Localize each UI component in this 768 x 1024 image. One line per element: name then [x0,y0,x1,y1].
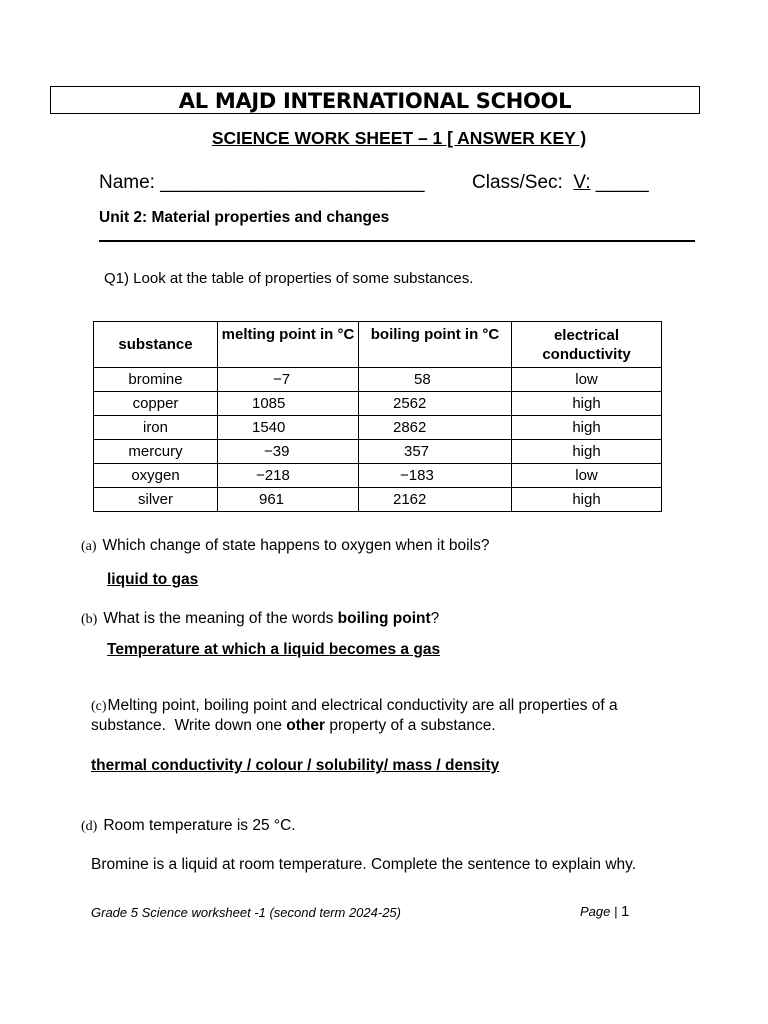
table-row [94,464,662,488]
name-label: Name: [99,172,161,193]
class-section-field[interactable] [472,172,649,194]
cell-boiling: 58 [359,368,512,392]
table-header-row [94,322,662,368]
question-b-bold: boiling point [337,610,431,627]
class-value: V: [573,172,591,193]
footer-text: Grade 5 Science worksheet -1 (second term 2024-25) [91,905,401,920]
school-name: AL MAJD INTERNATIONAL SCHOOL [50,86,700,114]
properties-table [93,321,662,512]
cell-conductivity: low [512,464,662,488]
cell-melting: 1540 [218,416,359,440]
cell-boiling: −183 [359,464,512,488]
question-c-line2: substance. Write down one [91,717,287,734]
question-c-line2-end: property of a substance. [325,717,496,734]
cell-melting: 1085 [218,392,359,416]
question-c-label: (c) [91,699,107,714]
name-field[interactable] [99,172,424,194]
unit-heading: Unit 2: Material properties and changes [99,209,390,226]
cell-boiling: 357 [359,440,512,464]
q1-prompt: Q1) Look at the table of properties of some substances. [104,270,474,287]
answer-a: liquid to gas [107,571,199,588]
cell-substance: bromine [94,368,218,392]
cell-substance: copper [94,392,218,416]
cell-melting: −7 [218,368,359,392]
question-b-text: What is the meaning of the words [103,610,338,627]
question-a [81,537,489,555]
page-label: Page | [580,904,621,919]
table-row [94,488,662,512]
cell-melting: −218 [218,464,359,488]
question-c [91,696,618,735]
question-d [81,817,296,835]
table-row [94,416,662,440]
cell-boiling: 2862 [359,416,512,440]
page-number [580,903,629,920]
cell-substance: mercury [94,440,218,464]
cell-conductivity: high [512,416,662,440]
class-label: Class/Sec: [472,172,574,193]
table-row [94,440,662,464]
cell-substance: oxygen [94,464,218,488]
header-melting-point: melting point in °C [218,322,359,368]
header-conductivity: electrical conductivity [512,322,662,368]
question-d-text: Room temperature is 25 °C. [103,817,296,834]
question-c-line1: Melting point, boiling point and electrical conductivity are all properties of a [107,697,618,714]
answer-b: Temperature at which a liquid becomes a gas [107,641,441,658]
question-c-bold: other [286,717,326,734]
answer-c: thermal conductivity / colour / solubility/ mass / density [91,757,500,774]
cell-conductivity: high [512,488,662,512]
cell-conductivity: high [512,440,662,464]
question-a-text: Which change of state happens to oxygen when it boils? [102,537,490,554]
cell-conductivity: high [512,392,662,416]
cell-substance: iron [94,416,218,440]
table-row [94,392,662,416]
question-d-label: (d) [81,819,98,834]
cell-boiling: 2562 [359,392,512,416]
name-blank: _________________________ [160,172,425,193]
section-divider [99,240,695,242]
header-boiling-point: boiling point in °C [359,322,512,368]
question-b [81,610,439,628]
class-blank: _____ [590,172,649,193]
cell-conductivity: low [512,368,662,392]
cell-melting: 961 [218,488,359,512]
worksheet-title: SCIENCE WORK SHEET – 1 [ ANSWER KEY ) [211,128,587,148]
header-substance: substance [94,322,218,368]
question-b-end: ? [430,610,440,627]
question-a-label: (a) [81,539,97,554]
table-row [94,368,662,392]
cell-melting: −39 [218,440,359,464]
cell-substance: silver [94,488,218,512]
cell-boiling: 2162 [359,488,512,512]
question-d-followup: Bromine is a liquid at room temperature. Complete the sentence to explain why. [91,856,637,873]
question-b-label: (b) [81,612,98,627]
page-number-value: 1 [620,903,630,920]
